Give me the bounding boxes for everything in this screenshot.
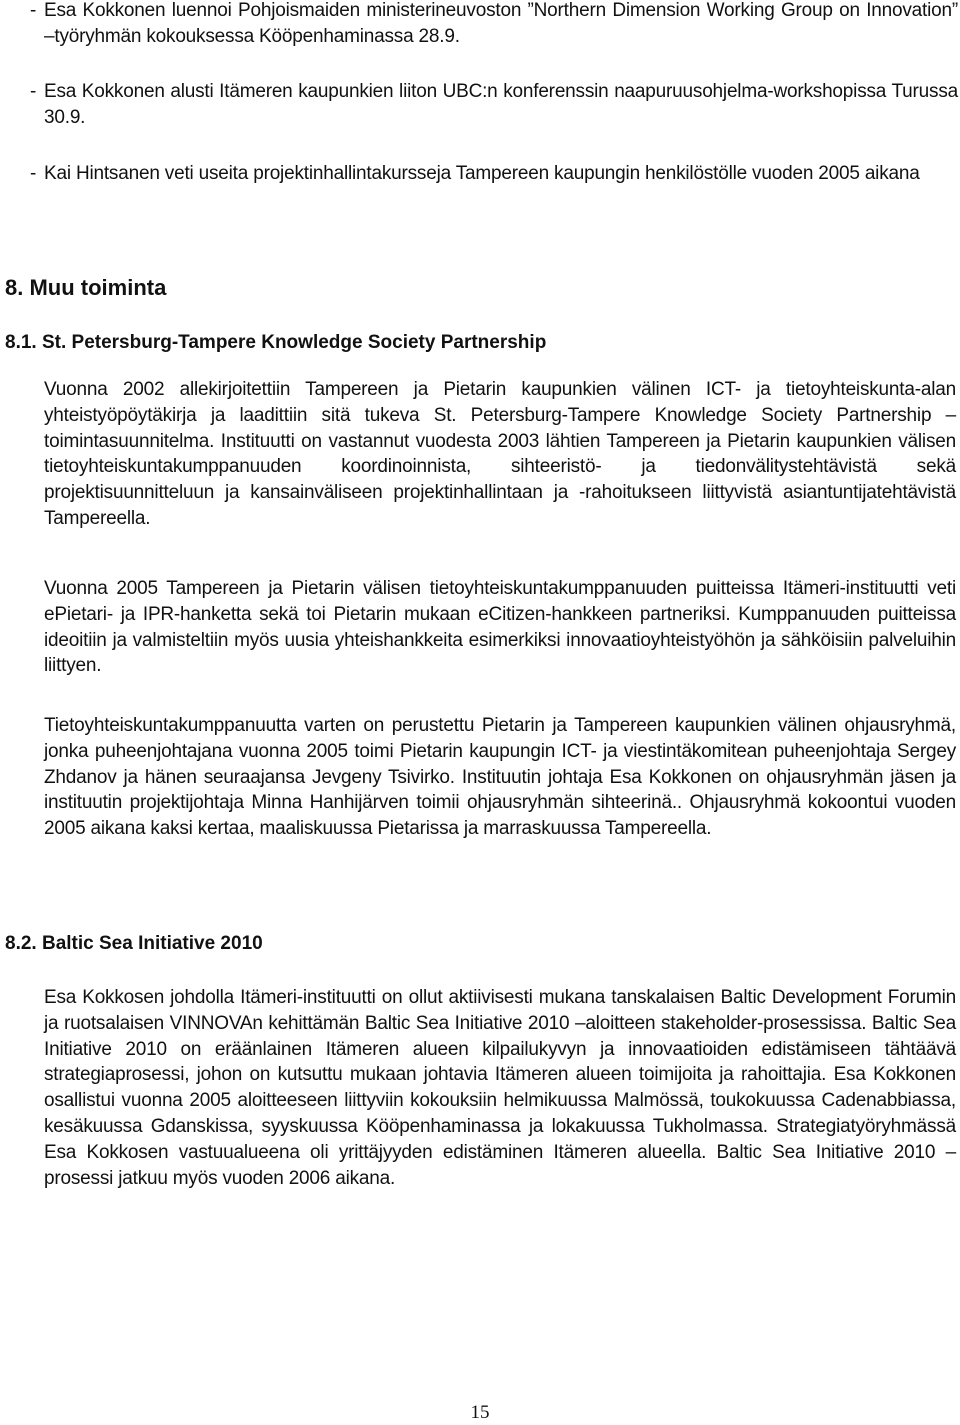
bullet-text: Esa Kokkonen luennoi Pohjoismaiden ministerineuvoston ”Northern Dimension Working Group on Innovation” –työryhmän kokouksessa Kööpenhaminassa 28.9. (44, 0, 958, 47)
bullet-item (30, 161, 958, 187)
section-heading-baltic-sea-initiative: 8.2. Baltic Sea Initiative 2010 (5, 933, 263, 954)
paragraph: Tietoyhteiskuntakumppanuutta varten on perustettu Pietarin ja Tampereen kaupunkien välinen ohjausryhmä, jonka puheenjohtajana vuonna 2005 toimi Pietarin kaupungin ICT- ja viestintäkomitean puheenjohtaja Sergey Zhdanov ja hänen seuraajansa Jevgeny Tsivirko. Instituutin johtaja Esa Kokkonen on ohjausryhmän jäsen ja instituutin projektijohtaja Minna Hanhijärven toimii ohjausryhmän sihteerinä.. Ohjausryhmä kokoontui vuoden 2005 aikana kaksi kertaa, maaliskuussa Pietarissa ja marraskuussa Tampereella. (44, 715, 956, 840)
bullet-dash: - (30, 163, 37, 184)
page-number: 15 (470, 1402, 490, 1423)
section-heading-knowledge-society: 8.1. St. Petersburg-Tampere Knowledge Society Partnership (5, 332, 547, 353)
bullet-item (30, 0, 958, 50)
bullet-dash: - (30, 0, 37, 21)
paragraph: Esa Kokkosen johdolla Itämeri-instituutti on ollut aktiivisesti mukana tanskalaisen Baltic Development Forumin ja ruotsalaisen VINNOVAn kehittämän Baltic Sea Initiative 2010 –aloitteen stakeholder-prosessissa. Baltic Sea Initiative 2010 on eräänlainen Itämeren alueen kilpailukyvyn ja innovaatioiden edistämiseen tähtäävä strategiaprosessi, johon on kutsuttu mukaan johtavia Itämeren alueen toimijoita ja rahoittajia. Esa Kokkonen osallistui vuonna 2005 aloitteeseen liittyviin kokouksiin helmikuussa Malmössä, toukokuussa Cadenabbiassa, kesäkuussa Gdanskissa, syyskuussa Kööpenhaminassa ja lokakuussa Tukholmassa. Strategiatyöryhmässä Esa Kokkosen vastuualueena oli yrittäjyyden edistäminen Itämeren alueella. Baltic Sea Initiative 2010 –prosessi jatkuu myös vuoden 2006 aikana. (44, 987, 956, 1189)
paragraph: Vuonna 2002 allekirjoitettiin Tampereen ja Pietarin kaupunkien välinen ICT- ja tietoyhteiskunta-alan yhteistyöpöytäkirja ja laadittiin sitä tukeva St. Petersburg-Tampere Knowledge Society Partnership – toimintasuunnitelma. Instituutti on vastannut vuodesta 2003 lähtien Tampereen ja Pietarin kaupunkien välisen tietoyhteiskuntakumppanuuden koordinoinnista, sihteeristö- ja tiedonvälitystehtävistä sekä projektisuunnitteluun ja kansainväliseen projektinhallintaan ja -rahoitukseen liittyvistä asiantuntijatehtävistä Tampereella. (44, 379, 956, 529)
section-heading-muu-toiminta: 8. Muu toiminta (5, 275, 167, 300)
bullet-dash: - (30, 81, 37, 102)
bullet-item (30, 79, 958, 131)
bullet-text: Esa Kokkonen alusti Itämeren kaupunkien liiton UBC:n konferenssin naapuruusohjelma-workshopissa Turussa 30.9. (44, 81, 958, 128)
paragraph: Vuonna 2005 Tampereen ja Pietarin välisen tietoyhteiskuntakumppanuuden puitteissa Itämeri-instituutti veti ePietari- ja IPR-hanketta sekä toi Pietarin mukaan eCitizen-hankkeen partneriksi. Kumppanuuden puitteissa ideoitiin ja valmisteltiin myös uusia yhteishankkeita esimerkiksi innovaatioyhteistyöhön ja sähköisiin palveluihin liittyen. (44, 578, 956, 677)
bullet-text: Kai Hintsanen veti useita projektinhallintakursseja Tampereen kaupungin henkilöstölle vuoden 2005 aikana (44, 163, 920, 184)
